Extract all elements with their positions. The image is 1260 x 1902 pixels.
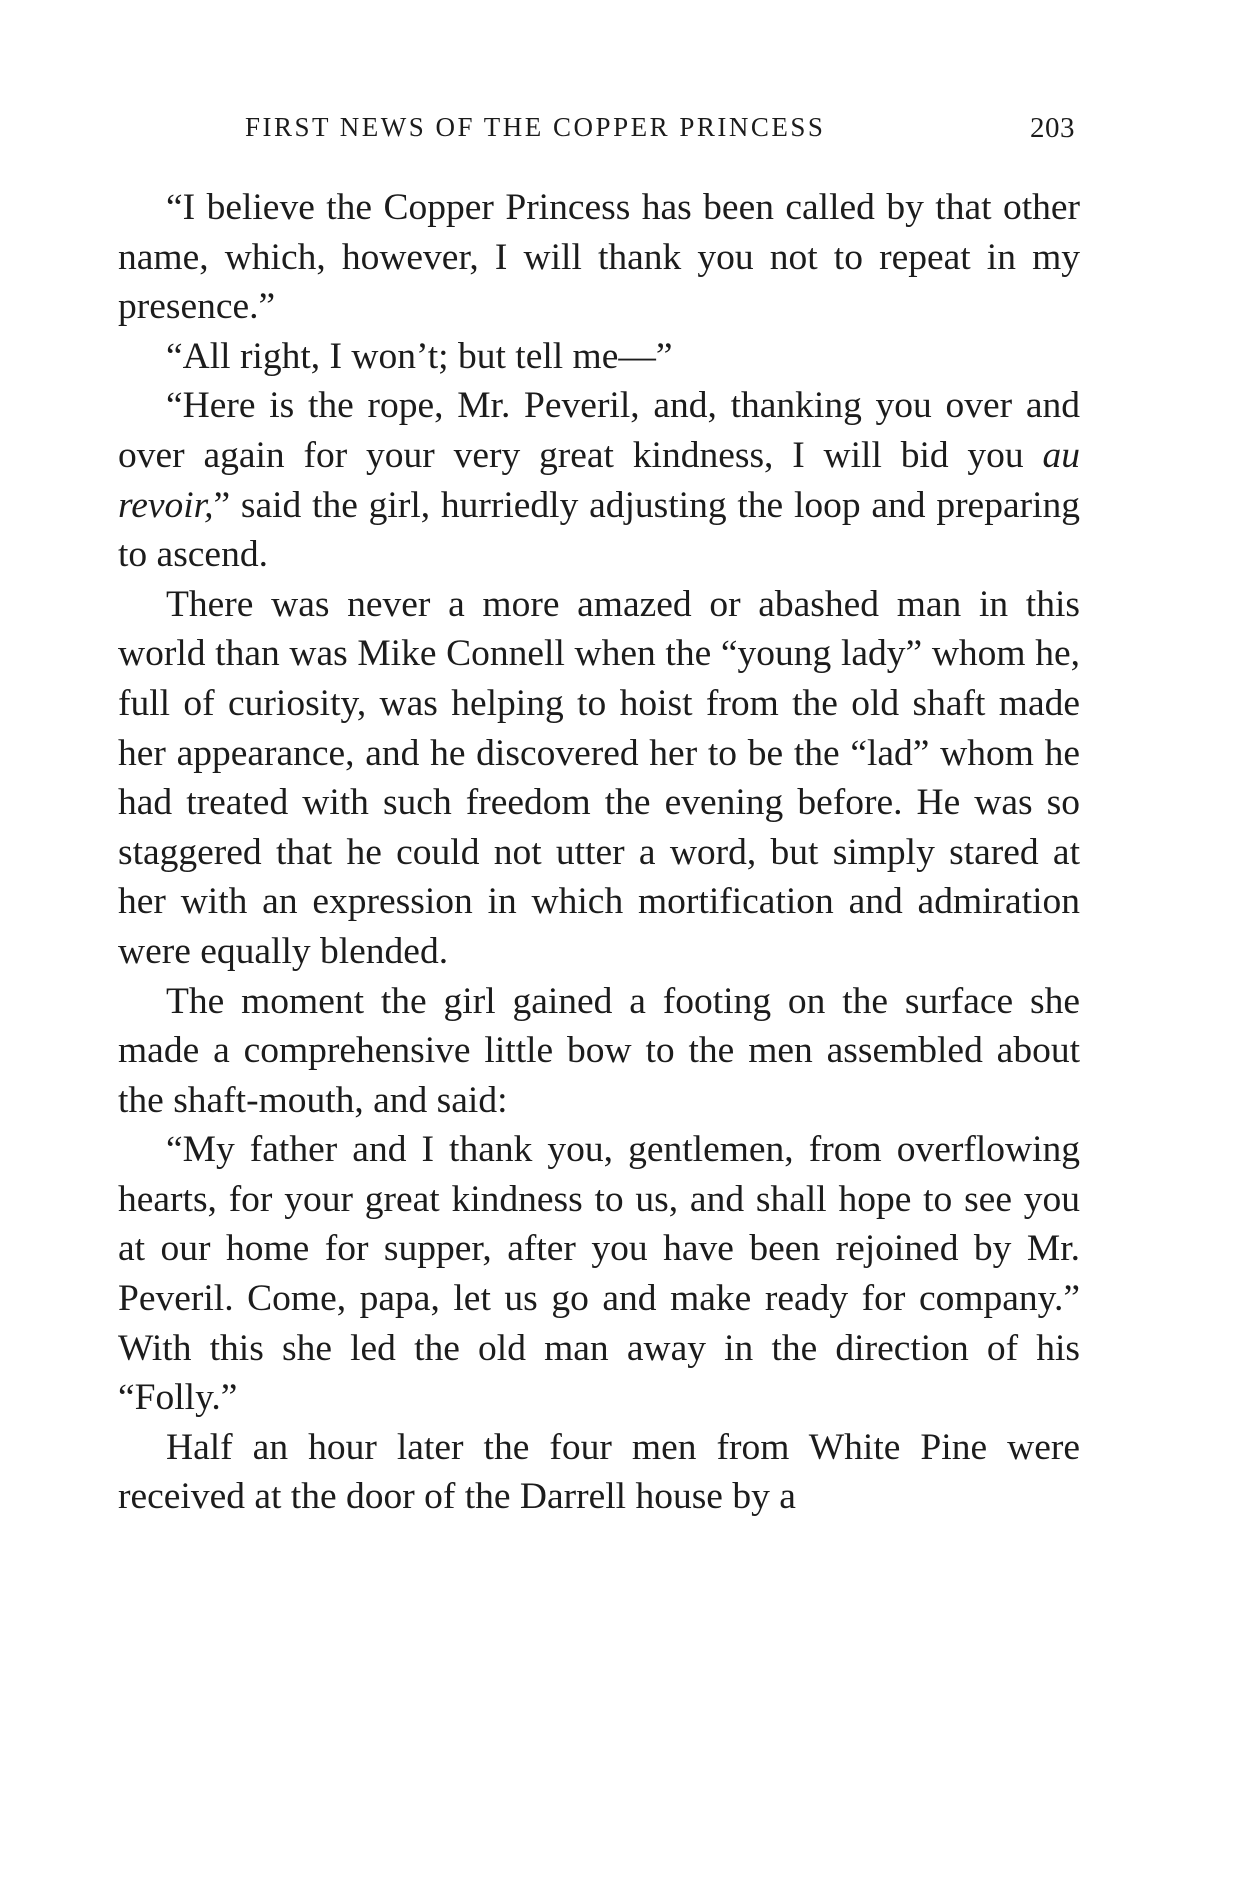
paragraph: The moment the girl gained a footing on the surface she made a comprehensive little bow to the men assembled about the shaft-mouth, and said:	[118, 980, 1080, 1121]
running-head	[245, 112, 1075, 152]
italic-phrase: au revoir,	[118, 434, 1080, 526]
paragraph	[118, 381, 1080, 579]
paragraph: There was never a more amazed or abashed man in this world than was Mike Connell when the “young lady” whom he, full of curiosity, was helping to hoist from the old shaft made her appearance, and he discovered her to be the “lad” whom he had treated with such freedom the evening before. He was so staggered that he could not utter a word, but simply stared at her with an expression in which mortification and admiration were equally blended.	[118, 583, 1080, 972]
paragraph: “All right, I won’t; but tell me—”	[166, 335, 673, 377]
paragraph: Half an hour later the four men from White Pine were received at the door of the Darrell house by a	[118, 1426, 1080, 1518]
paragraph: “I believe the Copper Princess has been called by that other name, which, however, I will thank you not to repeat in my presence.”	[118, 187, 1080, 328]
page-number: 203	[1030, 112, 1075, 144]
paragraph: “My father and I thank you, gentlemen, from overflowing hearts, for your great kindness to us, and shall hope to see you at our home for supper, after you have been rejoined by Mr. Peveril. Come, papa, let us go and make ready for company.” With this she led the old man away in the direction of his “Folly.”	[118, 1129, 1080, 1419]
running-title: FIRST NEWS OF THE COPPER PRINCESS	[245, 112, 826, 142]
body-text	[118, 183, 1080, 1522]
paragraph-text: ” said the girl, hurriedly adjusting the loop and preparing to ascend.	[118, 484, 1080, 576]
paragraph-text: “Here is the rope, Mr. Peveril, and, thanking you over and over again for your very great kindness, I will bid you	[118, 385, 1080, 476]
